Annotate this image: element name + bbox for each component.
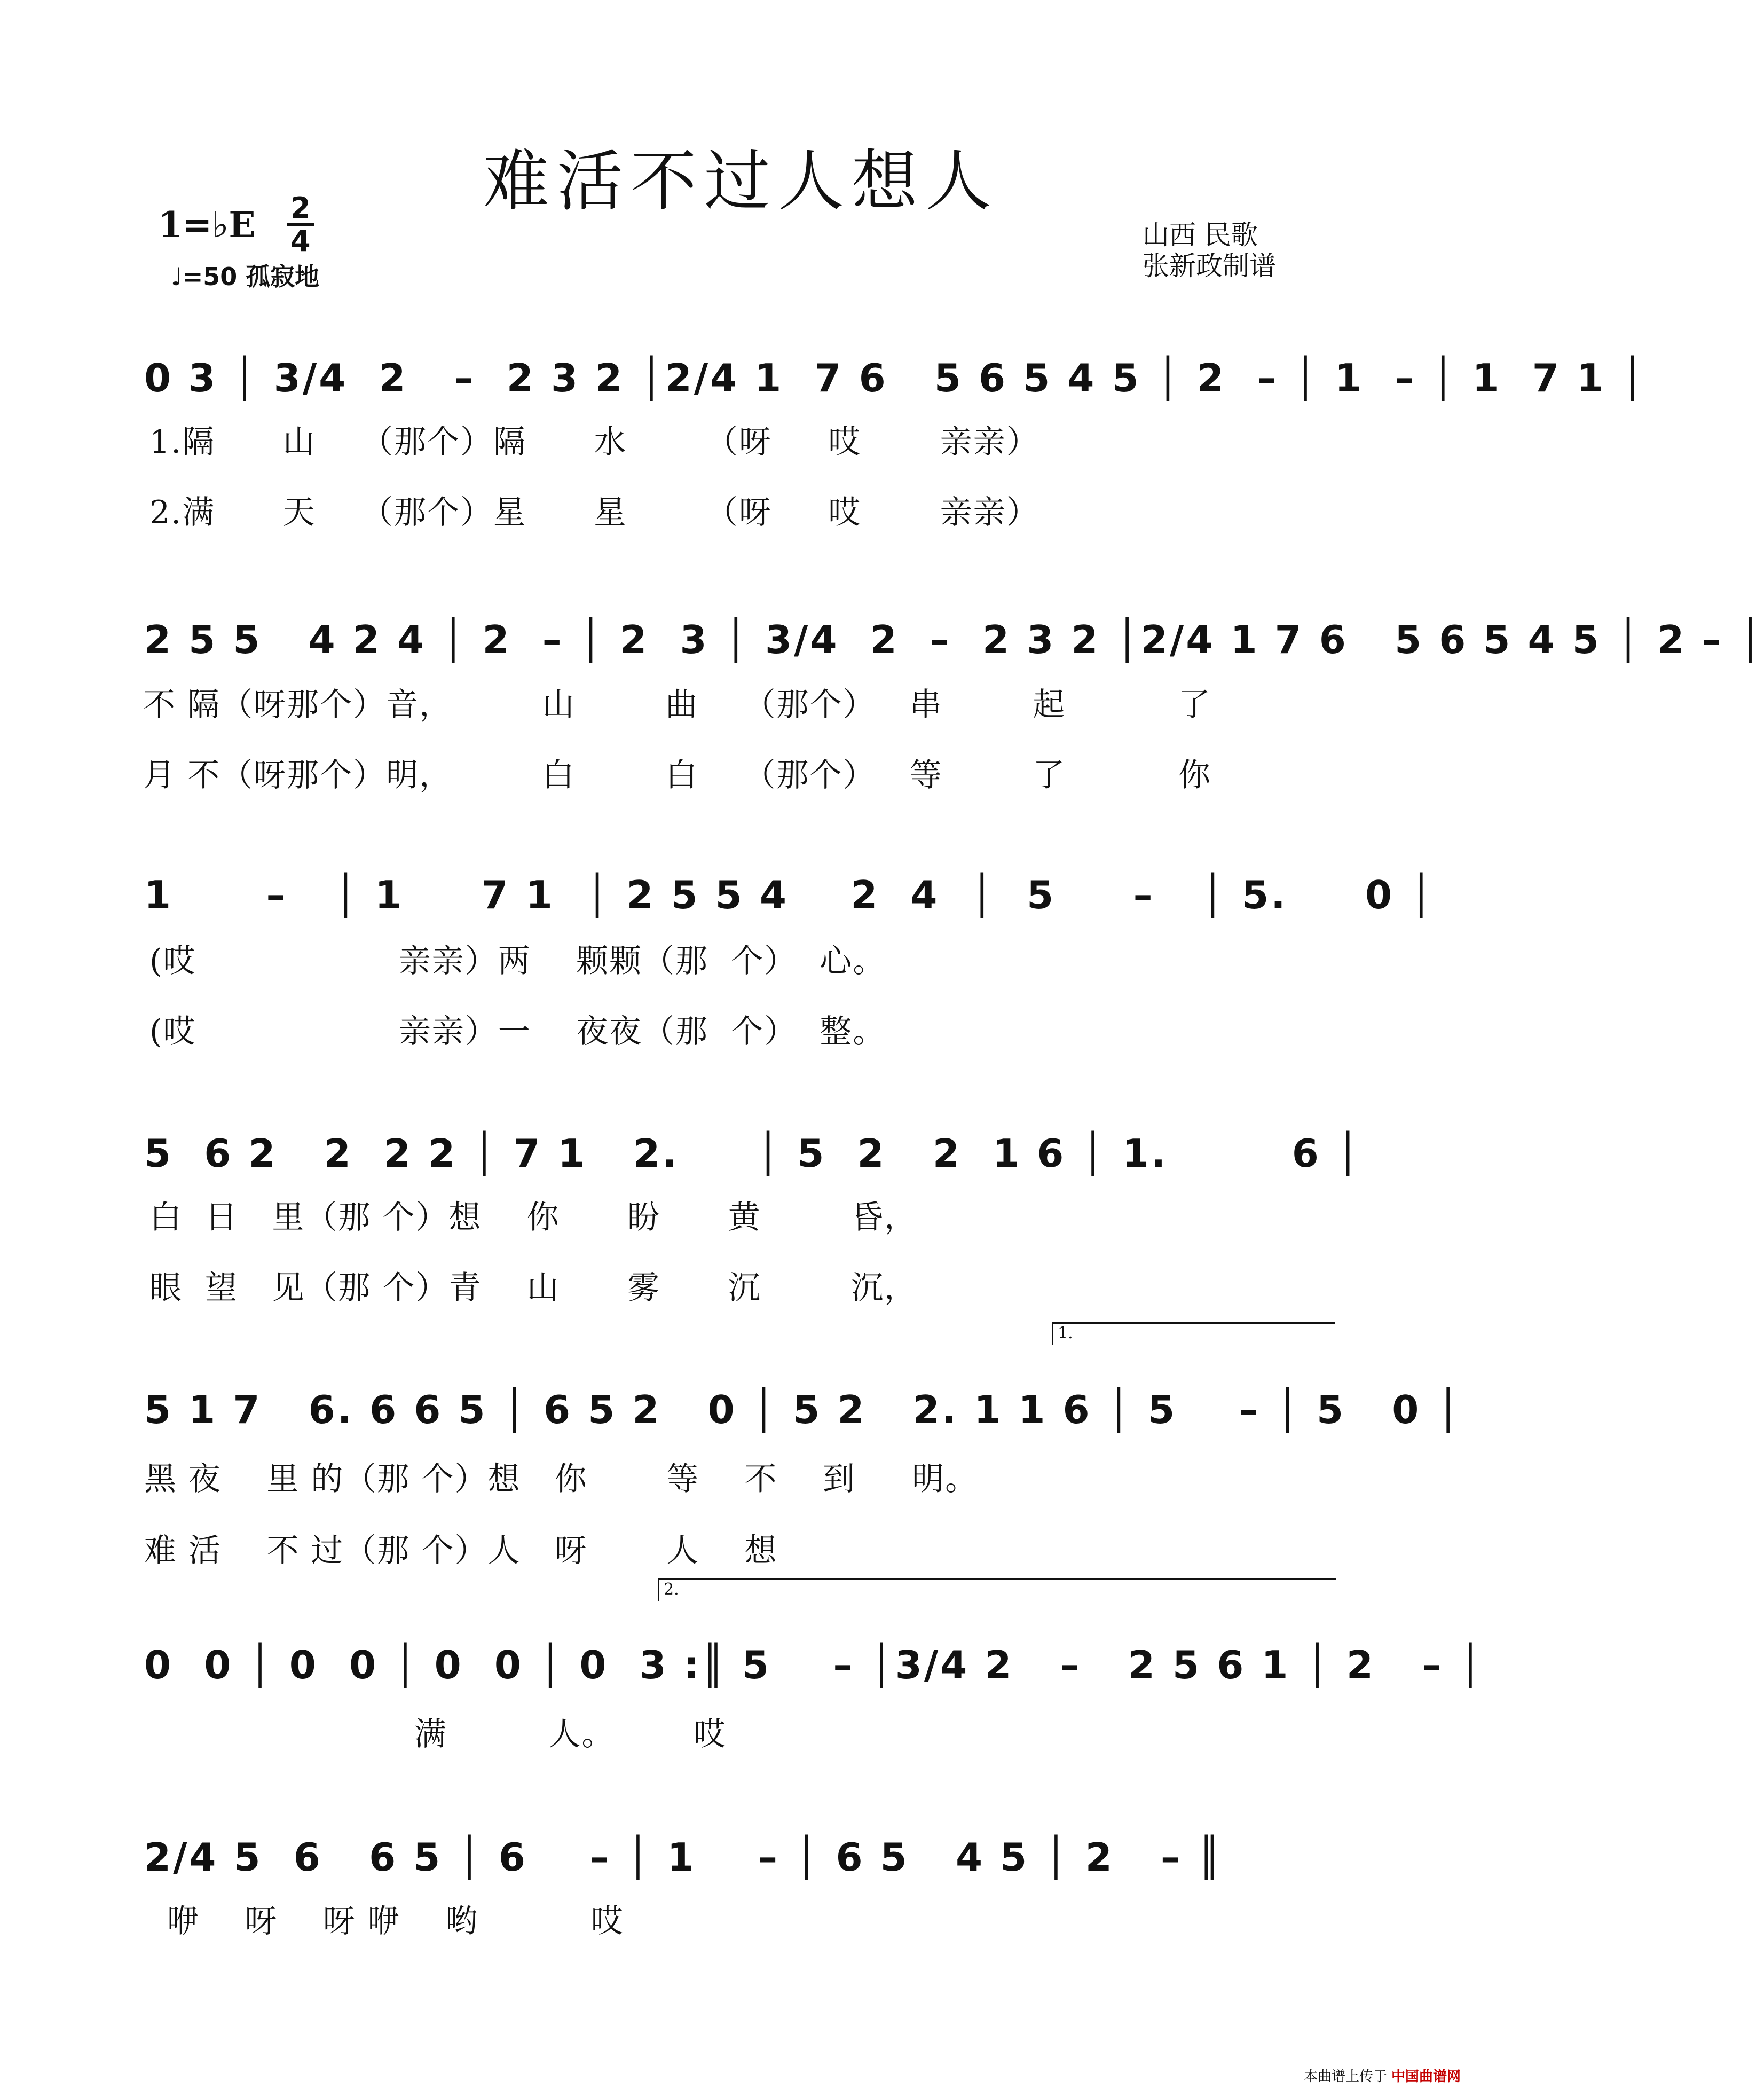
footer-text: 本曲谱上传于 bbox=[1303, 2069, 1387, 2085]
lyric-verse: 满 人。 哎 bbox=[144, 1716, 727, 1753]
notation-line: 5 6 2 2 2 2 │ 7 1 2. │ 5 2 2 1 6 │ 1. 6 │ bbox=[144, 1131, 1362, 1176]
score-system-7 bbox=[144, 1800, 1335, 1880]
score-system-5 bbox=[144, 1352, 1462, 1432]
volta-second-ending: 2. bbox=[658, 1578, 1336, 1601]
tempo-marking: ♩=50 孤寂地 bbox=[171, 262, 320, 291]
lyric-verse-2: 眼 望 见（那 个）青 山 雾 沉 沉， bbox=[149, 1269, 918, 1307]
key-signature: 1=♭E bbox=[158, 204, 256, 246]
volta-first-ending: 1. bbox=[1052, 1322, 1335, 1345]
notation-line: 1 – │ 1 7 1 │ 2 5 5 4 2 4 │ 5 – │ 5. 0 │ bbox=[144, 873, 1435, 917]
lyric-verse-1: (哎 亲亲）两 颗颗（那 个） 心。 bbox=[149, 943, 886, 980]
lyric-verse-2: 难 活 不 过（那 个）人 呀 人 想 bbox=[144, 1532, 778, 1569]
lyric-verse-1: 黑 夜 里 的（那 个）想 你 等 不 到 明。 bbox=[144, 1460, 979, 1498]
score-system-4 bbox=[144, 1096, 1362, 1176]
time-signature bbox=[287, 193, 314, 256]
lyric-verse-1: 不 隔（呀那个）音， 山 曲 （那个） 串 起 了 bbox=[143, 686, 1212, 724]
credit-origin: 山西 民歌 bbox=[1143, 219, 1258, 250]
site-logo: 中国曲谱网 bbox=[1391, 2069, 1461, 2085]
lyric-verse-2: (哎 亲亲）一 夜夜（那 个） 整。 bbox=[149, 1013, 886, 1050]
lyric-verse-1: 1.隔 山 （那个）隔 水 （呀 哎 亲亲） bbox=[149, 423, 1040, 461]
notation-line: 0 3 │ 3/4 2 – 2 3 2 │2/4 1 7 6 5 6 5 4 5 │ 2 – │ 1 – │ 1 7 1 │ bbox=[144, 356, 1647, 400]
notation-line: 0 0 │ 0 0 │ 0 0 │ 0 3 :║ 5 – │3/4 2 – 2 5 6 1 │ 2 – │ bbox=[144, 1643, 1484, 1687]
notation-line: 5 1 7 6. 6 6 5 │ 6 5 2 0 │ 5 2 2. 1 1 6 │ 5 – │ 5 0 │ bbox=[144, 1387, 1462, 1432]
lyric-verse-2: 月 不（呀那个）明， 白 白 （那个） 等 了 你 bbox=[143, 757, 1212, 794]
meter-bottom: 4 bbox=[290, 224, 311, 258]
notation-line: 2 5 5 4 2 4 │ 2 – │ 2 3 │ 3/4 2 – 2 3 2 │2/4 1 7 6 5 6 5 4 5 │ 2 – │ bbox=[144, 617, 1764, 662]
credit-arranger: 张新政制谱 bbox=[1143, 250, 1276, 281]
song-title: 难活不过人想人 bbox=[483, 143, 999, 220]
score-system-1 bbox=[144, 320, 1647, 400]
score-system-6 bbox=[144, 1607, 1484, 1687]
score-system-3 bbox=[144, 837, 1435, 917]
lyric-verse-2: 2.满 天 （那个）星 星 （呀 哎 亲亲） bbox=[149, 494, 1040, 531]
lyric-verse: 咿 呀 呀 咿 哟 哎 bbox=[144, 1903, 624, 1940]
score-system-2 bbox=[144, 582, 1764, 662]
notation-line: 2/4 5 6 6 5 │ 6 – │ 1 – │ 6 5 4 5 │ 2 – ║ bbox=[144, 1835, 1223, 1880]
footer-note bbox=[1304, 2065, 1461, 2085]
lyric-verse-1: 白 日 里（那 个）想 你 盼 黄 昏， bbox=[149, 1199, 918, 1236]
meter-top: 2 bbox=[287, 193, 314, 226]
